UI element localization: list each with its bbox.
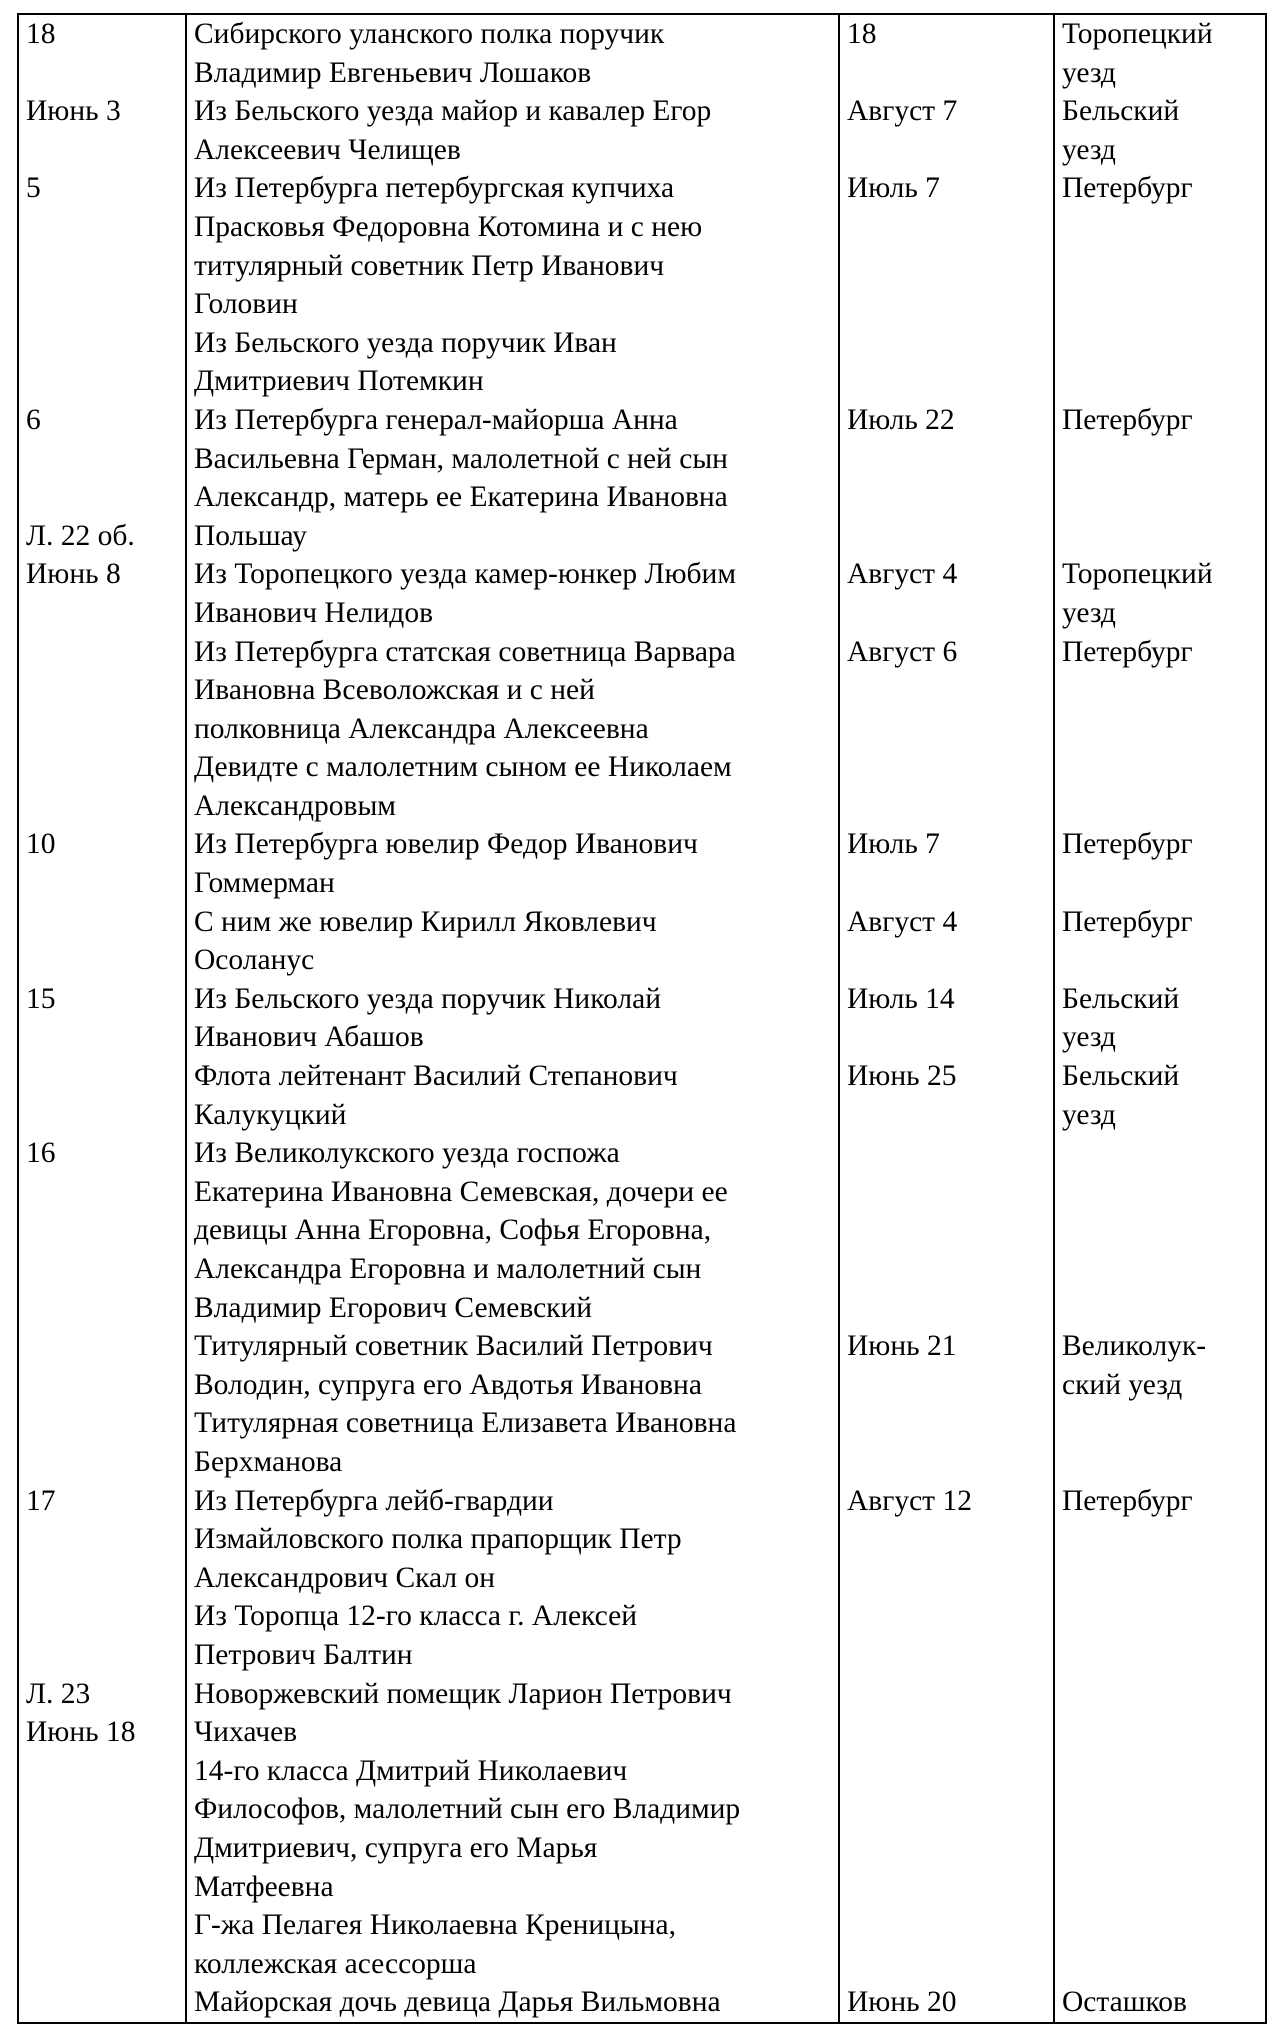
until-line: Июнь 25 (847, 1060, 957, 1093)
date-cell (18, 1134, 186, 1327)
table-row (18, 980, 1266, 1057)
date-cell (18, 1327, 186, 1481)
date-line: 6 (26, 403, 41, 436)
table-row (18, 92, 1266, 169)
person-line: Владимир Егорович Семевский (194, 1291, 593, 1324)
table-row (18, 1482, 1266, 1598)
table-row (18, 14, 1266, 92)
registry-body (18, 14, 1266, 2023)
person-line: Из Торопецкого уезда камер-юнкер Любим (194, 558, 737, 591)
date-line (26, 478, 185, 517)
person-line: Володин, супруга его Авдотья Ивановна (194, 1368, 702, 1401)
place-line: уезд (1062, 1098, 1116, 1131)
date-cell (18, 92, 186, 169)
until-line: 18 (847, 18, 877, 50)
until-line: Август 4 (847, 558, 958, 591)
person-line: 14-го класса Дмитрий Николаевич (194, 1754, 628, 1787)
until-cell (839, 1906, 1054, 1983)
place-cell (1054, 1983, 1266, 2023)
until-line: Август 12 (847, 1484, 972, 1517)
person-cell (186, 633, 839, 826)
person-line: Сибирского уланского полка поручик (194, 18, 665, 50)
person-line: Польшау (194, 519, 307, 552)
place-cell (1054, 1134, 1266, 1327)
place-line: Петербург (1062, 403, 1193, 436)
person-line: Александр, матерь ее Екатерина Ивановна (194, 481, 728, 514)
date-cell (18, 324, 186, 401)
place-cell (1054, 903, 1266, 980)
place-cell (1054, 1906, 1266, 1983)
until-line: Июль 7 (847, 172, 940, 205)
place-line: уезд (1062, 1021, 1116, 1054)
person-cell (186, 401, 839, 555)
date-cell (18, 980, 186, 1057)
person-line: Калукуцкий (194, 1098, 347, 1131)
place-line: Петербург (1062, 905, 1193, 938)
date-cell (18, 903, 186, 980)
person-line: Чихачев (194, 1716, 298, 1749)
date-cell (18, 1752, 186, 1906)
place-line: Бельский (1062, 982, 1180, 1015)
place-line: Петербург (1062, 1484, 1193, 1517)
place-cell (1054, 1752, 1266, 1906)
until-cell (839, 1327, 1054, 1481)
table-row (18, 401, 1266, 555)
until-line: Июль 7 (847, 828, 940, 861)
place-line: Петербург (1062, 635, 1193, 668)
person-line: Новоржевский помещик Ларион Петрович (194, 1677, 732, 1710)
until-cell (839, 401, 1054, 555)
person-line: Иванович Абашов (194, 1021, 424, 1054)
person-line: Александровым (194, 789, 396, 822)
until-cell (839, 555, 1054, 632)
person-line: Флота лейтенант Василий Степанович (194, 1060, 678, 1093)
place-line: Осташков (1062, 1986, 1187, 2019)
person-line: Из Бельского уезда майор и кавалер Егор (194, 95, 712, 128)
date-cell (18, 1675, 186, 1752)
place-cell (1054, 1327, 1266, 1481)
table-row (18, 324, 1266, 401)
person-cell (186, 1482, 839, 1598)
date-cell (18, 14, 186, 92)
person-cell (186, 825, 839, 902)
person-line: Из Петербурга лейб-гвардии (194, 1484, 554, 1517)
person-line: Титулярный советник Василий Петрович (194, 1330, 713, 1363)
table-row (18, 1597, 1266, 1674)
person-line: Дмитриевич Потемкин (194, 365, 484, 398)
person-line: Философов, малолетний сын его Владимир (194, 1793, 741, 1826)
person-line: коллежская асессорша (194, 1947, 477, 1980)
person-cell (186, 169, 839, 323)
until-cell (839, 980, 1054, 1057)
date-cell (18, 1482, 186, 1598)
table-row (18, 1983, 1266, 2023)
place-line: Петербург (1062, 828, 1193, 861)
date-line (26, 440, 185, 479)
person-cell (186, 14, 839, 92)
until-line: Июль 14 (847, 982, 955, 1015)
table-row (18, 633, 1266, 826)
date-cell (18, 555, 186, 632)
until-line: Июль 22 (847, 403, 955, 436)
date-cell (18, 825, 186, 902)
place-line: уезд (1062, 596, 1116, 629)
person-cell (186, 555, 839, 632)
place-line: уезд (1062, 133, 1116, 166)
date-line: 17 (26, 1484, 56, 1517)
person-cell (186, 1597, 839, 1674)
place-line: Бельский (1062, 95, 1180, 128)
person-line: Г-жа Пелагея Николаевна Креницына, (194, 1909, 677, 1942)
date-cell (18, 169, 186, 323)
person-line: Ивановна Всеволожская и с ней (194, 674, 595, 707)
person-line: Гоммерман (194, 867, 335, 900)
person-cell (186, 1752, 839, 1906)
place-cell (1054, 92, 1266, 169)
until-line: Август 7 (847, 95, 958, 128)
date-cell (18, 1983, 186, 2023)
table-row (18, 903, 1266, 980)
date-line: 16 (26, 1137, 56, 1170)
person-line: Из Бельского уезда поручик Николай (194, 982, 661, 1015)
place-cell (1054, 1597, 1266, 1674)
place-cell (1054, 633, 1266, 826)
date-line: Июнь 18 (26, 1716, 136, 1749)
person-cell (186, 1057, 839, 1134)
until-cell (839, 1597, 1054, 1674)
until-cell (839, 14, 1054, 92)
place-cell (1054, 980, 1266, 1057)
place-cell (1054, 825, 1266, 902)
until-cell (839, 903, 1054, 980)
until-cell (839, 1675, 1054, 1752)
person-cell (186, 980, 839, 1057)
person-cell (186, 1675, 839, 1752)
person-line: Измайловского полка прапорщик Петр (194, 1523, 682, 1556)
person-cell (186, 903, 839, 980)
person-line: Иванович Нелидов (194, 596, 433, 629)
arrivals-registry-table (17, 13, 1267, 2024)
table-row (18, 169, 1266, 323)
person-line: Алексеевич Челищев (194, 133, 461, 166)
until-line: Август 6 (847, 635, 958, 668)
place-cell (1054, 1482, 1266, 1598)
person-line: Майорская дочь девица Дарья Вильмовна (194, 1986, 721, 2019)
person-line: Девидте с малолетним сыном ее Николаем (194, 751, 732, 784)
person-line: Берхманова (194, 1445, 343, 1478)
place-line: Бельский (1062, 1060, 1180, 1093)
date-cell (18, 1597, 186, 1674)
person-line: Прасковья Федоровна Котомина и с нею (194, 210, 703, 243)
person-line: Петрович Балтин (194, 1638, 413, 1671)
place-cell (1054, 324, 1266, 401)
person-line: Осоланус (194, 944, 315, 977)
until-cell (839, 1134, 1054, 1327)
until-line: Август 4 (847, 905, 958, 938)
until-line: Июнь 20 (847, 1986, 957, 2019)
place-cell (1054, 401, 1266, 555)
until-cell (839, 1983, 1054, 2023)
table-row (18, 825, 1266, 902)
table-row (18, 1675, 1266, 1752)
date-line: 5 (26, 172, 41, 205)
date-line: Июнь 3 (26, 95, 121, 128)
person-line: Титулярная советница Елизавета Ивановна (194, 1407, 737, 1440)
person-line: Александра Егоровна и малолетний сын (194, 1253, 702, 1285)
person-line: полковница Александра Алексеевна (194, 712, 649, 745)
place-line: Торопецкий (1062, 558, 1213, 591)
until-cell (839, 169, 1054, 323)
until-cell (839, 324, 1054, 401)
place-cell (1054, 555, 1266, 632)
table-row (18, 1752, 1266, 1906)
person-line: Александрович Скал он (194, 1561, 496, 1594)
date-cell (18, 1906, 186, 1983)
date-cell (18, 401, 186, 555)
person-cell (186, 1327, 839, 1481)
person-line: Из Петербурга петербургская купчиха (194, 172, 675, 205)
date-line: Л. 22 об. (26, 519, 135, 552)
person-line: Головин (194, 288, 298, 321)
table-row (18, 1906, 1266, 1983)
place-line: уезд (1062, 56, 1116, 89)
place-cell (1054, 1057, 1266, 1134)
place-line: Торопецкий (1062, 18, 1213, 50)
person-cell (186, 92, 839, 169)
person-line: Дмитриевич, супруга его Марья (194, 1831, 598, 1864)
person-line: Из Бельского уезда поручик Иван (194, 326, 617, 359)
date-line: 18 (26, 18, 56, 50)
until-cell (839, 633, 1054, 826)
place-cell (1054, 14, 1266, 92)
table-row (18, 1057, 1266, 1134)
until-cell (839, 825, 1054, 902)
person-line: С ним же ювелир Кирилл Яковлевич (194, 905, 657, 938)
until-cell (839, 1482, 1054, 1598)
person-line: Васильевна Герман, малолетной с ней сын (194, 442, 728, 475)
table-row (18, 1327, 1266, 1481)
person-line: Из Петербурга генерал-майорша Анна (194, 403, 678, 436)
until-line: Июнь 21 (847, 1330, 957, 1363)
until-cell (839, 1057, 1054, 1134)
person-line: Из Петербурга ювелир Федор Иванович (194, 828, 698, 861)
until-cell (839, 92, 1054, 169)
table-row (18, 1134, 1266, 1327)
place-line: Петербург (1062, 172, 1193, 205)
person-line: Из Петербурга статская советница Варвара (194, 635, 736, 668)
place-line: ский уезд (1062, 1368, 1183, 1401)
date-line: 10 (26, 828, 56, 861)
date-line: 15 (26, 982, 56, 1015)
date-line: Июнь 8 (26, 558, 121, 591)
until-cell (839, 1752, 1054, 1906)
person-line: Из Великолукского уезда госпожа (194, 1137, 620, 1170)
person-cell (186, 1983, 839, 2023)
person-line: Екатерина Ивановна Семевская, дочери ее (194, 1175, 728, 1208)
person-line: девицы Анна Егоровна, Софья Егоровна, (194, 1214, 712, 1247)
date-cell (18, 633, 186, 826)
person-cell (186, 1906, 839, 1983)
place-line: Великолук- (1062, 1330, 1207, 1363)
person-cell (186, 1134, 839, 1327)
person-cell (186, 324, 839, 401)
date-line: Л. 23 (26, 1677, 91, 1710)
person-line: Владимир Евгеньевич Лошаков (194, 56, 592, 89)
table-row (18, 555, 1266, 632)
date-cell (18, 1057, 186, 1134)
person-line: Из Торопца 12-го класса г. Алексей (194, 1600, 637, 1633)
person-line: титулярный советник Петр Иванович (194, 249, 665, 282)
place-cell (1054, 1675, 1266, 1752)
person-line: Матфеевна (194, 1870, 334, 1903)
place-cell (1054, 169, 1266, 323)
